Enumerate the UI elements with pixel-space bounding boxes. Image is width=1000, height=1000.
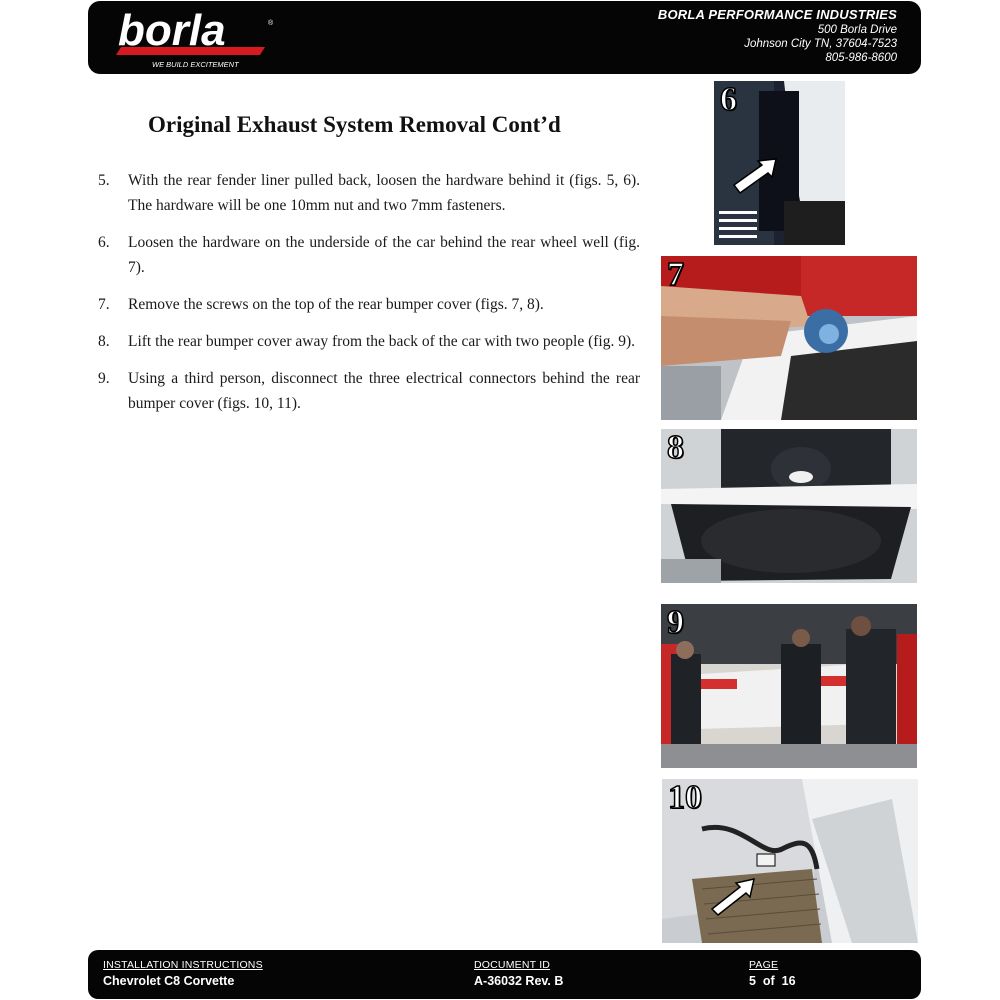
logo-tagline: WE BUILD EXCITEMENT — [152, 60, 239, 69]
logo-wordmark: borla — [118, 7, 226, 55]
company-phone: 805-986-8600 — [825, 52, 897, 64]
step-number: 7. — [98, 296, 110, 313]
company-address-1: 500 Borla Drive — [817, 24, 897, 36]
step-number: 8. — [98, 333, 110, 350]
figure-6-photo — [714, 81, 845, 245]
step-text: Remove the screws on the top of the rear bumper cover (figs. 7, 8). — [128, 296, 544, 313]
figure-number: 8 — [667, 429, 684, 466]
page-label: PAGE — [749, 959, 779, 971]
header-bar — [88, 1, 921, 74]
doc-type-label: INSTALLATION INSTRUCTIONS — [103, 959, 263, 971]
figure-9-photo — [661, 604, 917, 768]
page-title: Original Exhaust System Removal Cont’d — [148, 112, 561, 137]
step-text: Lift the rear bumper cover away from the back of the car with two people (fig. 9). — [128, 333, 635, 350]
figure-number: 9 — [667, 604, 684, 641]
doc-id-value: A-36032 Rev. B — [474, 974, 564, 988]
figure-number: 10 — [668, 779, 702, 816]
step-number: 6. — [98, 234, 110, 251]
footer-doc-type — [103, 959, 263, 988]
figure-8-photo — [661, 429, 917, 583]
instruction-step — [98, 329, 640, 354]
figure-number: 7 — [667, 256, 684, 293]
step-text: Using a third person, disconnect the three electrical connectors behind the rear bumper cover (figs. 10, 11). — [128, 370, 640, 412]
footer-bar — [88, 950, 921, 999]
step-number: 9. — [98, 370, 110, 387]
figure-7-photo — [661, 256, 917, 420]
footer-doc-id — [474, 959, 563, 988]
instruction-step — [98, 168, 640, 218]
page-value: 5 of 16 — [749, 974, 796, 988]
footer-page — [749, 959, 796, 988]
instruction-step — [98, 292, 640, 317]
figure-10-photo — [662, 779, 918, 943]
doc-id-label: DOCUMENT ID — [474, 959, 551, 971]
company-address-2: Johnson City TN, 37604-7523 — [744, 38, 897, 50]
svg-text:®: ® — [268, 20, 274, 27]
instruction-step — [98, 230, 640, 280]
instruction-list — [98, 168, 640, 428]
step-text: Loosen the hardware on the underside of the car behind the rear wheel well (fig. 7). — [128, 234, 640, 276]
doc-type-value: Chevrolet C8 Corvette — [103, 974, 235, 988]
company-info — [658, 7, 897, 64]
company-name: BORLA PERFORMANCE INDUSTRIES — [657, 7, 897, 22]
step-text: With the rear fender liner pulled back, loosen the hardware behind it (figs. 5, 6). The hardware will be one 10mm nut and two 7mm fasteners. — [128, 172, 640, 214]
instruction-step — [98, 366, 640, 416]
step-number: 5. — [98, 172, 110, 189]
figure-number: 6 — [720, 81, 737, 118]
borla-logo — [110, 7, 285, 69]
